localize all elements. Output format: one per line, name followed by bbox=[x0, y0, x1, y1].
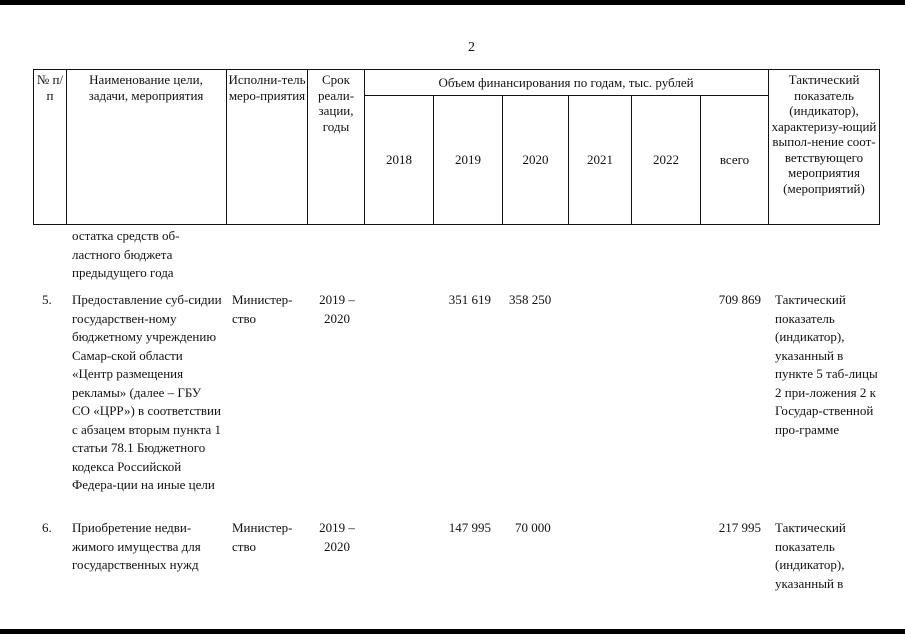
header-financing: Объем финансирования по годам, тыс. рублей bbox=[438, 75, 694, 90]
header-num: № п/п bbox=[36, 72, 64, 103]
header-bottom-line bbox=[33, 224, 879, 225]
header-year-2022: 2022 bbox=[653, 152, 679, 167]
row-5-2019: 351 619 bbox=[448, 292, 491, 307]
row-6-total: 217 995 bbox=[718, 520, 761, 535]
row-5-indicator: Тактический показатель (индикатор), указанный в пункте 5 таб-лицы 2 при-ложения 2 к Государ-ственной про-грамме bbox=[775, 292, 878, 437]
row-6-2020: 70 000 bbox=[515, 520, 551, 535]
col-border bbox=[364, 69, 365, 225]
header-name: Наименование цели, задачи, мероприятия bbox=[88, 72, 204, 103]
continuation-text: остатка средств об-ластного бюджета предыдущего года bbox=[72, 228, 180, 280]
header-year-2021: 2021 bbox=[587, 152, 613, 167]
header-indicator: Тактический показатель (индикатор), характеризу-ющий выпол-нение соот-ветствующего мероприятия (мероприятий) bbox=[771, 72, 877, 196]
page-number: 2 bbox=[468, 40, 475, 55]
row-5-num: 5. bbox=[42, 292, 52, 307]
financing-subheader-line bbox=[364, 95, 768, 96]
row-6-2019: 147 995 bbox=[448, 520, 491, 535]
row-5-total: 709 869 bbox=[718, 292, 761, 307]
row-5-executor: Министер-ство bbox=[232, 292, 293, 326]
col-border bbox=[307, 69, 308, 225]
row-6-term: 2019 – 2020 bbox=[319, 520, 355, 554]
col-border-right bbox=[879, 69, 880, 225]
row-6-name: Приобретение недви-жимого имущества для государственных нужд bbox=[72, 520, 201, 572]
header-total: всего bbox=[719, 152, 750, 167]
col-border bbox=[66, 69, 67, 225]
top-border bbox=[0, 0, 905, 5]
col-border bbox=[768, 69, 769, 225]
col-border bbox=[226, 69, 227, 225]
row-6-indicator: Тактический показатель (индикатор), указанный в bbox=[775, 520, 846, 591]
row-5-2020: 358 250 bbox=[509, 292, 552, 307]
row-5-name: Предоставление суб-сидии государствен-ному бюджетному учреждению Самар-ской области «Центр размещения рекламы» (далее – ГБУ СО «ЦРР») в соответствии с абзацем вторым пункта 1 статьи 78.1 Бюджетного кодекса Российской Федера-ции на иные цели bbox=[72, 292, 222, 492]
bottom-border bbox=[0, 629, 905, 634]
header-year-2020: 2020 bbox=[522, 152, 549, 167]
header-year-2019: 2019 bbox=[455, 152, 481, 167]
row-5-term: 2019 – 2020 bbox=[319, 292, 355, 326]
row-6-executor: Министер-ство bbox=[232, 520, 293, 554]
table-top-line bbox=[33, 69, 879, 70]
row-6-num: 6. bbox=[42, 520, 52, 535]
header-year-2018: 2018 bbox=[386, 152, 412, 167]
header-executor: Исполни-тель меро-приятия bbox=[228, 72, 306, 103]
header-term: Срок реали-зации, годы bbox=[317, 72, 355, 134]
